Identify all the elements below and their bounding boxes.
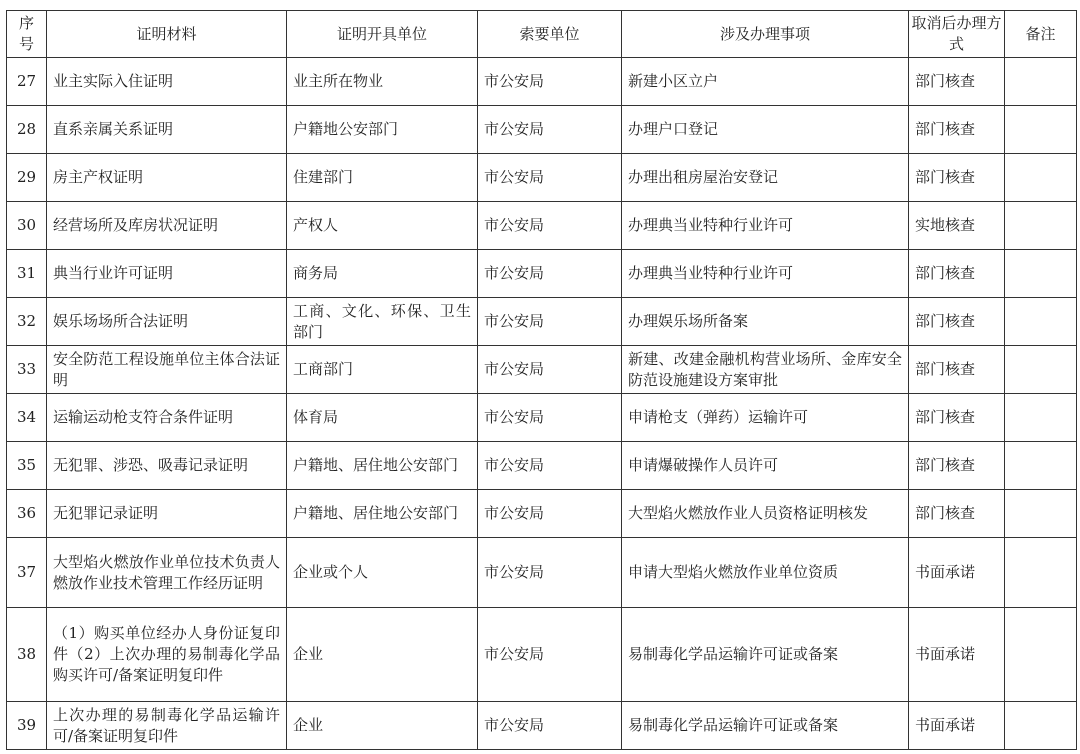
cell-issuer: 体育局 [287,394,478,442]
cell-seq: 31 [7,250,47,298]
cell-remark [1005,608,1077,702]
cell-material: 运输运动枪支符合条件证明 [47,394,287,442]
cell-matter: 新建小区立户 [622,58,909,106]
cell-seq: 35 [7,442,47,490]
cell-requester: 市公安局 [478,490,622,538]
cell-matter: 办理出租房屋治安登记 [622,154,909,202]
table-body [7,58,1077,750]
cell-method: 部门核查 [909,250,1005,298]
table-row [7,58,1077,106]
cell-seq: 30 [7,202,47,250]
cell-remark [1005,702,1077,750]
cell-requester: 市公安局 [478,202,622,250]
cell-matter: 办理典当业特种行业许可 [622,250,909,298]
cell-issuer: 户籍地、居住地公安部门 [287,442,478,490]
cell-matter: 新建、改建金融机构营业场所、金库安全防范设施建设方案审批 [622,346,909,394]
cell-material: 大型焰火燃放作业单位技术负责人燃放作业技术管理工作经历证明 [47,538,287,608]
certificate-table [6,10,1077,750]
cell-issuer: 工商部门 [287,346,478,394]
cell-method: 部门核查 [909,394,1005,442]
cell-issuer: 户籍地、居住地公安部门 [287,490,478,538]
cell-method: 部门核查 [909,298,1005,346]
cell-matter: 易制毒化学品运输许可证或备案 [622,608,909,702]
document-table-container [6,10,1076,750]
cell-material: 典当行业许可证明 [47,250,287,298]
cell-seq: 38 [7,608,47,702]
cell-issuer: 企业或个人 [287,538,478,608]
cell-requester: 市公安局 [478,702,622,750]
cell-matter: 申请大型焰火燃放作业单位资质 [622,538,909,608]
cell-material: （1）购买单位经办人身份证复印件（2）上次办理的易制毒化学品购买许可/备案证明复印件 [47,608,287,702]
cell-material: 房主产权证明 [47,154,287,202]
cell-material: 安全防范工程设施单位主体合法证明 [47,346,287,394]
cell-material: 上次办理的易制毒化学品运输许可/备案证明复印件 [47,702,287,750]
table-row [7,394,1077,442]
cell-issuer: 商务局 [287,250,478,298]
header-material: 证明材料 [47,11,287,58]
cell-matter: 办理典当业特种行业许可 [622,202,909,250]
cell-matter: 申请枪支（弹药）运输许可 [622,394,909,442]
cell-method: 部门核查 [909,490,1005,538]
header-method: 取消后办理方式 [909,11,1005,58]
cell-seq: 37 [7,538,47,608]
cell-remark [1005,250,1077,298]
table-header [7,11,1077,58]
cell-material: 娱乐场场所合法证明 [47,298,287,346]
cell-requester: 市公安局 [478,154,622,202]
cell-issuer: 户籍地公安部门 [287,106,478,154]
cell-requester: 市公安局 [478,538,622,608]
cell-method: 部门核查 [909,442,1005,490]
cell-issuer: 住建部门 [287,154,478,202]
cell-issuer: 企业 [287,608,478,702]
cell-method: 实地核查 [909,202,1005,250]
cell-matter: 申请爆破操作人员许可 [622,442,909,490]
cell-method: 部门核查 [909,106,1005,154]
cell-remark [1005,394,1077,442]
cell-issuer: 产权人 [287,202,478,250]
cell-method: 部门核查 [909,154,1005,202]
cell-seq: 27 [7,58,47,106]
table-row [7,608,1077,702]
table-row [7,250,1077,298]
table-row [7,154,1077,202]
cell-remark [1005,106,1077,154]
cell-method: 书面承诺 [909,608,1005,702]
cell-remark [1005,538,1077,608]
cell-issuer: 业主所在物业 [287,58,478,106]
cell-seq: 34 [7,394,47,442]
table-row [7,442,1077,490]
table-row [7,346,1077,394]
cell-seq: 29 [7,154,47,202]
cell-requester: 市公安局 [478,442,622,490]
cell-seq: 33 [7,346,47,394]
cell-issuer: 企业 [287,702,478,750]
cell-requester: 市公安局 [478,394,622,442]
cell-requester: 市公安局 [478,298,622,346]
cell-requester: 市公安局 [478,58,622,106]
cell-material: 无犯罪记录证明 [47,490,287,538]
cell-material: 直系亲属关系证明 [47,106,287,154]
header-issuer: 证明开具单位 [287,11,478,58]
cell-issuer: 工商、文化、环保、卫生部门 [287,298,478,346]
cell-material: 业主实际入住证明 [47,58,287,106]
table-row [7,702,1077,750]
cell-seq: 32 [7,298,47,346]
table-row [7,298,1077,346]
cell-matter: 大型焰火燃放作业人员资格证明核发 [622,490,909,538]
cell-method: 书面承诺 [909,702,1005,750]
table-row [7,490,1077,538]
header-matter: 涉及办理事项 [622,11,909,58]
cell-remark [1005,154,1077,202]
table-row [7,538,1077,608]
cell-remark [1005,298,1077,346]
cell-method: 部门核查 [909,346,1005,394]
cell-matter: 易制毒化学品运输许可证或备案 [622,702,909,750]
header-seq: 序号 [7,11,47,58]
table-row [7,202,1077,250]
cell-seq: 36 [7,490,47,538]
cell-remark [1005,346,1077,394]
table-row [7,106,1077,154]
cell-remark [1005,490,1077,538]
cell-matter: 办理娱乐场所备案 [622,298,909,346]
cell-method: 部门核查 [909,58,1005,106]
header-requester: 索要单位 [478,11,622,58]
cell-matter: 办理户口登记 [622,106,909,154]
header-remark: 备注 [1005,11,1077,58]
cell-material: 经营场所及库房状况证明 [47,202,287,250]
cell-remark [1005,202,1077,250]
cell-requester: 市公安局 [478,106,622,154]
cell-seq: 39 [7,702,47,750]
header-row [7,11,1077,58]
cell-requester: 市公安局 [478,250,622,298]
cell-seq: 28 [7,106,47,154]
cell-remark [1005,58,1077,106]
cell-requester: 市公安局 [478,608,622,702]
cell-remark [1005,442,1077,490]
cell-method: 书面承诺 [909,538,1005,608]
cell-material: 无犯罪、涉恐、吸毒记录证明 [47,442,287,490]
cell-requester: 市公安局 [478,346,622,394]
